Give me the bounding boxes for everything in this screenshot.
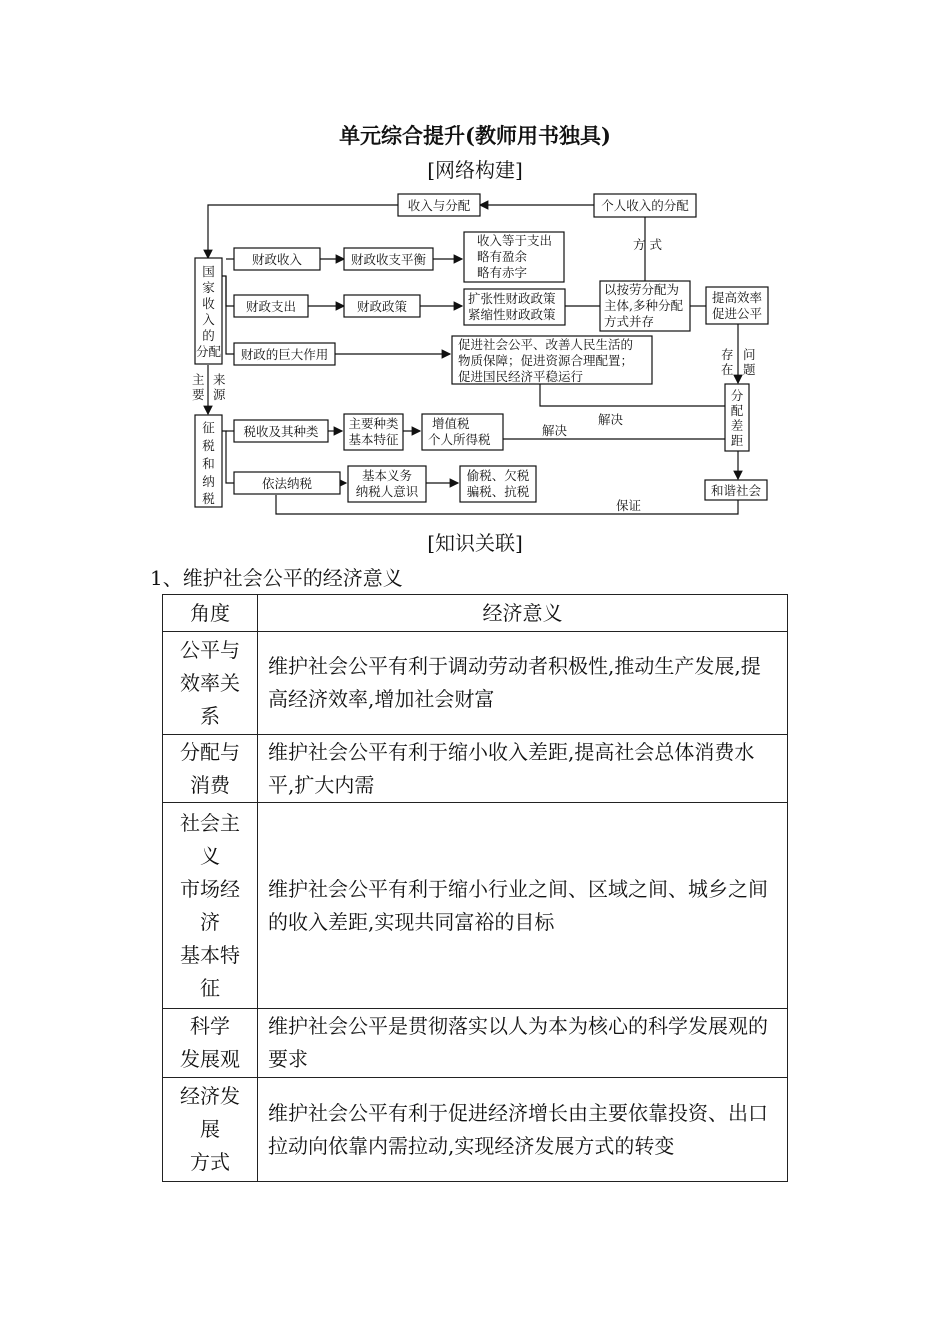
node-fiscal-policy — [344, 295, 420, 317]
svg-text:税: 税 — [202, 491, 215, 506]
svg-text:基本义务: 基本义务 — [361, 468, 413, 483]
svg-text:促进国民经济平稳运行: 促进国民经济平稳运行 — [458, 369, 584, 384]
table-header-row — [163, 595, 788, 632]
node-distribution-mode — [600, 281, 690, 331]
node-tax-kinds — [422, 414, 503, 450]
svg-text:差: 差 — [730, 418, 744, 433]
svg-text:促进社会公平、改善人民生活的: 促进社会公平、改善人民生活的 — [458, 337, 634, 352]
svg-text:收入与分配: 收入与分配 — [407, 198, 471, 213]
svg-text:以按劳分配为: 以按劳分配为 — [604, 282, 680, 297]
svg-text:个人收入的分配: 个人收入的分配 — [601, 198, 689, 213]
label-source-1: 来 — [213, 372, 226, 387]
node-taxation — [195, 415, 222, 507]
row-angle: 科学 发展观 — [163, 1009, 258, 1078]
node-role-desc — [452, 336, 652, 384]
svg-text:入: 入 — [202, 312, 215, 327]
node-balance-states — [464, 232, 564, 282]
svg-text:物质保障；促进资源合理配置；: 物质保障；促进资源合理配置； — [458, 353, 634, 368]
svg-text:收: 收 — [202, 296, 215, 311]
label-source-2: 源 — [213, 387, 226, 402]
svg-text:纳: 纳 — [202, 474, 215, 489]
svg-text:税收及其种类: 税收及其种类 — [243, 424, 319, 439]
svg-text:配: 配 — [730, 403, 744, 418]
svg-text:距: 距 — [730, 433, 744, 448]
row-angle: 分配与 消费 — [163, 735, 258, 803]
knowledge-heading: [知识关联] — [427, 531, 523, 555]
svg-text:提高效率: 提高效率 — [711, 290, 763, 305]
row-meaning: 维护社会公平有利于缩小收入差距,提高社会总体消费水平,扩大内需 — [258, 735, 788, 803]
label-exists-1: 存 — [721, 347, 734, 362]
svg-text:主要种类: 主要种类 — [348, 416, 399, 431]
page-title: 单元综合提升(教师用书独具) — [339, 123, 611, 148]
node-fiscal-revenue — [234, 248, 320, 270]
svg-text:纳税人意识: 纳税人意识 — [355, 484, 419, 499]
svg-text:骗税、抗税: 骗税、抗税 — [466, 484, 530, 499]
svg-text:国: 国 — [202, 264, 215, 279]
node-tax-crimes — [460, 466, 536, 502]
svg-text:个人所得税: 个人所得税 — [428, 432, 491, 447]
table-row — [163, 632, 788, 735]
label-solve-lower: 解决 — [542, 423, 568, 438]
svg-text:分: 分 — [730, 388, 744, 403]
svg-text:偷税、欠税: 偷税、欠税 — [466, 468, 530, 483]
row-meaning: 维护社会公平有利于促进经济增长由主要依靠投资、出口拉动向依靠内需拉动,实现经济发展方式的转变 — [258, 1078, 788, 1182]
header-meaning: 经济意义 — [258, 595, 788, 632]
svg-text:家: 家 — [202, 280, 215, 295]
label-exists-2: 在 — [721, 362, 734, 377]
label-mode: 方 式 — [633, 237, 662, 252]
svg-text:财政收支平衡: 财政收支平衡 — [350, 252, 427, 267]
label-problem-2: 题 — [743, 362, 756, 377]
network-heading: [网络构建] — [427, 158, 523, 182]
row-meaning: 维护社会公平有利于调动劳动者积极性,推动生产发展,提高经济效率,增加社会财富 — [258, 632, 788, 735]
node-fiscal-expenditure — [234, 295, 308, 317]
node-tax-types — [234, 420, 328, 442]
row-meaning: 维护社会公平有利于缩小行业之间、区域之间、城乡之间的收入差距,实现共同富裕的目标 — [258, 803, 788, 1009]
node-fiscal-role — [234, 343, 335, 365]
row-angle: 公平与 效率关 系 — [163, 632, 258, 735]
node-policy-types — [464, 289, 565, 325]
svg-text:税: 税 — [202, 438, 215, 453]
row-angle: 社会主 义 市场经 济 基本特 征 — [163, 803, 258, 1009]
svg-text:扩张性财政政策: 扩张性财政政策 — [468, 291, 556, 306]
table-row — [163, 1009, 788, 1078]
node-fiscal-balance — [344, 248, 433, 270]
svg-text:和谐社会: 和谐社会 — [710, 483, 762, 498]
label-problem-1: 问 — [743, 347, 756, 362]
table-row — [163, 735, 788, 803]
svg-text:方式并存: 方式并存 — [604, 314, 655, 329]
svg-text:紧缩性财政政策: 紧缩性财政政策 — [468, 307, 556, 322]
concept-map — [180, 186, 780, 516]
section1-heading: 1、维护社会公平的经济意义 — [150, 566, 403, 590]
svg-text:略有赤字: 略有赤字 — [477, 265, 528, 280]
svg-text:收入等于支出: 收入等于支出 — [477, 233, 553, 248]
svg-text:基本特征: 基本特征 — [348, 432, 399, 447]
node-lawful-tax — [234, 472, 340, 494]
table-row — [163, 803, 788, 1009]
svg-text:分配: 分配 — [195, 344, 222, 359]
row-meaning: 维护社会公平是贯彻落实以人为本为核心的科学发展观的要求 — [258, 1009, 788, 1078]
node-national-income — [195, 258, 222, 364]
label-guarantee: 保证 — [616, 498, 642, 513]
svg-text:依法纳税: 依法纳税 — [261, 476, 313, 491]
svg-text:财政收入: 财政收入 — [251, 252, 303, 267]
svg-text:略有盈余: 略有盈余 — [477, 249, 528, 264]
svg-text:的: 的 — [202, 328, 215, 343]
svg-text:财政支出: 财政支出 — [245, 299, 297, 314]
node-disparity — [725, 384, 749, 451]
row-angle: 经济发 展 方式 — [163, 1078, 258, 1182]
svg-text:财政政策: 财政政策 — [356, 299, 408, 314]
node-obligation — [348, 466, 426, 502]
node-personal-income — [594, 194, 696, 217]
label-main-2: 要 — [192, 387, 205, 402]
svg-text:增值税: 增值税 — [432, 416, 470, 431]
node-efficiency-fairness — [706, 287, 768, 324]
svg-text:征: 征 — [202, 420, 215, 435]
label-main-1: 主 — [192, 372, 205, 387]
svg-text:促进公平: 促进公平 — [711, 306, 763, 321]
table-row — [163, 1078, 788, 1182]
node-harmonious — [705, 480, 767, 500]
svg-text:主体,多种分配: 主体,多种分配 — [604, 298, 683, 313]
header-angle: 角度 — [163, 595, 258, 632]
economic-significance-table — [162, 594, 788, 1182]
node-income-distribution — [398, 194, 480, 216]
svg-text:财政的巨大作用: 财政的巨大作用 — [240, 347, 329, 362]
label-solve-upper: 解决 — [598, 412, 624, 427]
node-tax-features — [344, 414, 403, 450]
svg-text:和: 和 — [202, 456, 215, 471]
